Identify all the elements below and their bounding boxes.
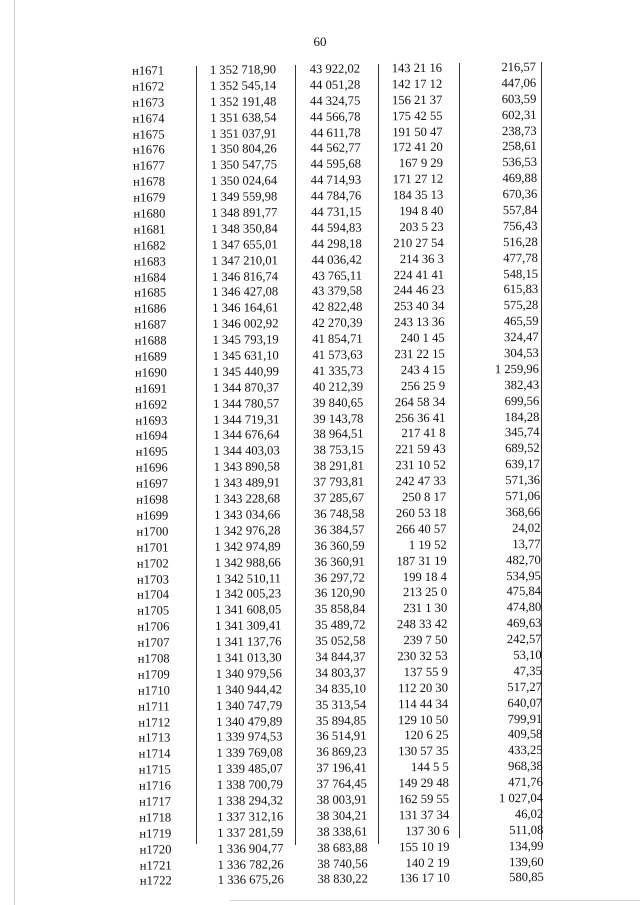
coord-x-cell: 1 352 545,14 bbox=[210, 78, 277, 93]
coord-y-cell: 34 835,10 bbox=[315, 681, 367, 696]
direction-angle-cell: 230 32 53 bbox=[397, 648, 448, 664]
distance-cell: 557,84 bbox=[502, 202, 538, 218]
direction-angle-cell: 175 42 55 bbox=[392, 108, 443, 123]
distance-cell: 184,28 bbox=[504, 409, 540, 424]
direction-angle-cell: 155 10 19 bbox=[399, 839, 450, 854]
distance-cell: 477,78 bbox=[503, 250, 538, 265]
point-id-cell: н1688 bbox=[134, 333, 167, 348]
point-id-cell: н1717 bbox=[139, 794, 172, 809]
distance-cell: 216,57 bbox=[501, 59, 537, 75]
distance-cell: 602,31 bbox=[501, 107, 537, 122]
direction-angle-cell: 213 25 0 bbox=[402, 585, 448, 600]
point-id-cell: н1722 bbox=[139, 873, 172, 889]
point-id-cell: н1691 bbox=[135, 381, 168, 396]
direction-angle-cell: 137 30 6 bbox=[405, 823, 450, 838]
distance-cell: 474,80 bbox=[506, 600, 542, 615]
distance-cell: 433,25 bbox=[507, 743, 543, 758]
direction-angle-cell: 142 17 12 bbox=[391, 76, 443, 92]
point-id-cell: н1714 bbox=[138, 746, 171, 761]
distance-cell: 575,28 bbox=[503, 298, 539, 313]
coord-x-cell: 1 341 309,41 bbox=[215, 618, 282, 634]
coord-y-cell: 44 566,78 bbox=[310, 109, 361, 124]
direction-angle-cell: 144 5 5 bbox=[410, 759, 449, 775]
point-id-cell: н1710 bbox=[137, 683, 171, 698]
distance-cell: 580,85 bbox=[509, 870, 544, 885]
direction-angle-cell: 260 53 18 bbox=[395, 505, 447, 521]
distance-cell: 24,02 bbox=[512, 520, 541, 535]
coord-y-cell: 38 683,88 bbox=[317, 840, 368, 855]
distance-cell: 47,35 bbox=[513, 663, 542, 678]
direction-angle-cell: 156 21 37 bbox=[391, 92, 443, 108]
coord-y-cell: 37 764,45 bbox=[316, 776, 367, 792]
distance-cell: 382,43 bbox=[504, 377, 540, 392]
coord-x-cell: 1 336 904,77 bbox=[217, 840, 284, 856]
direction-angle-cell: 253 40 34 bbox=[393, 299, 445, 314]
distance-cell: 238,73 bbox=[501, 123, 537, 138]
direction-angle-cell: 136 17 10 bbox=[399, 871, 450, 886]
direction-angle-cell: 120 6 25 bbox=[404, 728, 449, 743]
direction-angle-cell: 242 47 33 bbox=[395, 473, 447, 489]
direction-angle-cell: 214 36 3 bbox=[399, 251, 444, 266]
coord-x-cell: 1 347 210,01 bbox=[211, 253, 278, 268]
point-id-cell: н1698 bbox=[136, 492, 169, 507]
distance-cell: 469,88 bbox=[502, 171, 538, 186]
coord-y-cell: 35 894,85 bbox=[315, 713, 367, 728]
point-id-cell: н1690 bbox=[134, 365, 167, 380]
distance-cell: 46,02 bbox=[514, 806, 544, 821]
coord-y-cell: 35 489,72 bbox=[314, 617, 366, 633]
coord-x-cell: 1 349 559,98 bbox=[211, 189, 278, 205]
point-id-cell: н1671 bbox=[131, 63, 165, 78]
point-id-cell: н1686 bbox=[134, 301, 167, 317]
coord-y-cell: 44 324,75 bbox=[309, 93, 361, 108]
coord-y-cell: 34 803,37 bbox=[315, 665, 366, 680]
direction-angle-cell: 244 46 23 bbox=[393, 283, 445, 298]
coord-y-cell: 43 765,11 bbox=[312, 268, 363, 283]
distance-cell: 304,53 bbox=[504, 345, 539, 361]
coord-x-cell: 1 337 312,16 bbox=[217, 809, 284, 824]
coord-y-cell: 36 360,59 bbox=[314, 538, 365, 553]
coord-x-cell: 1 340 979,56 bbox=[215, 666, 282, 681]
scan-edge-bottom bbox=[230, 900, 640, 901]
coord-x-cell: 1 338 700,79 bbox=[216, 777, 283, 793]
page-number: 60 bbox=[313, 34, 327, 49]
coord-x-cell: 1 345 793,19 bbox=[212, 332, 279, 348]
distance-cell: 1 027,04 bbox=[498, 790, 544, 806]
coord-x-cell: 1 350 024,64 bbox=[210, 173, 278, 189]
direction-angle-cell: 171 27 12 bbox=[392, 171, 444, 187]
point-id-cell: н1713 bbox=[138, 730, 171, 746]
point-id-cell: н1673 bbox=[132, 95, 165, 110]
distance-cell: 968,38 bbox=[508, 759, 543, 774]
point-id-cell: н1672 bbox=[132, 79, 165, 94]
direction-angle-cell: 187 31 19 bbox=[396, 553, 447, 568]
point-id-cell: н1699 bbox=[136, 508, 169, 523]
direction-angle-cell: 231 10 52 bbox=[395, 458, 446, 473]
point-id-cell: н1680 bbox=[133, 206, 166, 221]
coord-x-cell: 1 346 164,61 bbox=[212, 300, 279, 316]
coord-x-cell: 1 340 479,89 bbox=[216, 713, 283, 729]
coord-y-cell: 34 844,37 bbox=[315, 649, 366, 664]
point-id-cell: н1719 bbox=[139, 826, 172, 841]
direction-angle-cell: 217 41 8 bbox=[401, 426, 446, 441]
coord-y-cell: 37 793,81 bbox=[313, 474, 365, 490]
coord-y-cell: 39 143,78 bbox=[312, 411, 364, 426]
direction-angle-cell: 240 1 45 bbox=[400, 330, 445, 346]
coord-x-cell: 1 346 002,92 bbox=[212, 316, 279, 332]
direction-angle-cell: 184 35 13 bbox=[392, 187, 444, 203]
coord-y-cell: 35 313,54 bbox=[315, 697, 367, 712]
distance-cell: 482,70 bbox=[506, 552, 541, 567]
direction-angle-cell: 140 2 19 bbox=[405, 855, 450, 870]
distance-cell: 799,91 bbox=[507, 711, 543, 726]
distance-cell: 465,59 bbox=[503, 314, 539, 329]
coord-x-cell: 1 342 005,23 bbox=[214, 586, 282, 602]
coord-y-cell: 43 922,02 bbox=[309, 61, 361, 77]
coord-x-cell: 1 343 228,68 bbox=[213, 491, 281, 507]
distance-cell: 13,77 bbox=[512, 536, 541, 551]
coord-x-cell: 1 350 547,75 bbox=[210, 157, 278, 173]
distance-cell: 368,66 bbox=[505, 504, 541, 520]
point-id-cell: н1681 bbox=[133, 222, 166, 237]
distance-cell: 409,58 bbox=[507, 727, 543, 742]
point-id-cell: н1692 bbox=[135, 397, 168, 412]
coord-x-cell: 1 342 974,89 bbox=[214, 539, 281, 554]
coord-x-cell: 1 337 281,59 bbox=[217, 825, 284, 840]
coord-y-cell: 36 297,72 bbox=[314, 570, 365, 585]
coord-x-cell: 1 343 890,58 bbox=[213, 459, 280, 475]
point-id-cell: н1697 bbox=[135, 476, 169, 491]
point-id-cell: н1689 bbox=[134, 349, 167, 364]
coord-x-cell: 1 351 037,91 bbox=[210, 125, 277, 141]
point-id-cell: н1716 bbox=[138, 778, 171, 793]
coord-x-cell: 1 342 510,11 bbox=[215, 570, 282, 586]
direction-angle-cell: 129 10 50 bbox=[397, 712, 449, 727]
point-id-cell: н1687 bbox=[134, 317, 167, 332]
distance-cell: 571,06 bbox=[505, 488, 541, 504]
coord-x-cell: 1 346 427,08 bbox=[212, 284, 279, 300]
coord-x-cell: 1 339 769,08 bbox=[216, 745, 283, 761]
coord-y-cell: 38 338,61 bbox=[316, 824, 368, 839]
coord-y-cell: 36 748,58 bbox=[313, 506, 365, 521]
coord-x-cell: 1 342 988,66 bbox=[214, 554, 281, 570]
direction-angle-cell: 239 7 50 bbox=[403, 632, 448, 648]
coord-x-cell: 1 343 489,91 bbox=[213, 475, 281, 491]
distance-cell: 1 259,96 bbox=[494, 361, 540, 377]
point-id-cell: н1704 bbox=[137, 587, 170, 603]
coord-y-cell: 38 753,15 bbox=[313, 442, 364, 458]
coord-x-cell: 1 344 676,64 bbox=[213, 427, 280, 443]
direction-angle-cell: 112 20 30 bbox=[398, 680, 449, 695]
coord-x-cell: 1 348 350,84 bbox=[211, 221, 278, 236]
distance-cell: 640,07 bbox=[507, 695, 543, 710]
coord-x-cell: 1 346 816,74 bbox=[211, 268, 279, 284]
coord-x-cell: 1 352 718,90 bbox=[209, 62, 277, 77]
distance-cell: 603,59 bbox=[501, 91, 537, 106]
distance-cell: 699,56 bbox=[504, 393, 540, 408]
distance-cell: 242,57 bbox=[506, 631, 542, 647]
coord-y-cell: 36 384,57 bbox=[314, 522, 365, 537]
distance-cell: 517,27 bbox=[507, 679, 543, 694]
coord-x-cell: 1 344 780,57 bbox=[213, 396, 280, 411]
coord-y-cell: 44 298,18 bbox=[311, 236, 362, 251]
coord-y-cell: 38 003,91 bbox=[316, 792, 368, 807]
point-id-cell: н1677 bbox=[132, 158, 165, 174]
direction-angle-cell: 231 22 15 bbox=[394, 346, 445, 362]
distance-cell: 471,76 bbox=[508, 774, 543, 790]
point-id-cell: н1694 bbox=[135, 428, 168, 444]
direction-angle-cell: 203 5 23 bbox=[399, 219, 444, 235]
coord-x-cell: 1 351 638,54 bbox=[210, 110, 277, 125]
direction-angle-cell: 231 1 30 bbox=[403, 601, 448, 616]
direction-angle-cell: 243 13 36 bbox=[394, 314, 445, 330]
distance-cell: 258,61 bbox=[502, 139, 537, 154]
point-id-cell: н1712 bbox=[138, 714, 171, 730]
point-id-cell: н1706 bbox=[137, 619, 170, 634]
distance-cell: 475,84 bbox=[506, 584, 542, 599]
distance-cell: 511,08 bbox=[509, 822, 544, 837]
coord-x-cell: 1 340 747,79 bbox=[215, 697, 283, 713]
coord-y-cell: 35 052,58 bbox=[315, 633, 366, 649]
distance-cell: 571,36 bbox=[505, 472, 541, 488]
distance-cell: 534,95 bbox=[506, 568, 541, 583]
coord-x-cell: 1 336 675,26 bbox=[217, 872, 284, 888]
coord-y-cell: 37 196,41 bbox=[316, 760, 367, 776]
distance-cell: 447,06 bbox=[501, 75, 537, 91]
direction-angle-cell: 256 36 41 bbox=[394, 410, 446, 425]
direction-angle-cell: 250 8 17 bbox=[402, 489, 447, 505]
direction-angle-cell: 191 50 47 bbox=[392, 124, 443, 139]
coord-y-cell: 35 858,84 bbox=[314, 601, 366, 617]
direction-angle-cell: 210 27 54 bbox=[393, 235, 444, 251]
point-id-cell: н1695 bbox=[135, 444, 168, 460]
point-id-cell: н1701 bbox=[136, 540, 169, 555]
coord-y-cell: 41 335,73 bbox=[312, 363, 364, 378]
direction-angle-cell: 264 58 34 bbox=[394, 394, 446, 409]
coord-y-cell: 42 270,39 bbox=[312, 315, 363, 331]
coord-x-cell: 1 344 403,03 bbox=[213, 443, 280, 459]
point-id-cell: н1715 bbox=[138, 762, 171, 777]
point-id-cell: н1708 bbox=[137, 651, 170, 666]
coord-y-cell: 44 594,83 bbox=[311, 220, 362, 235]
coord-x-cell: 1 339 974,53 bbox=[216, 729, 283, 745]
distance-cell: 469,63 bbox=[506, 616, 542, 631]
point-id-cell: н1676 bbox=[132, 142, 165, 158]
direction-angle-cell: 130 57 35 bbox=[398, 744, 449, 759]
direction-angle-cell: 143 21 16 bbox=[391, 60, 443, 76]
point-id-cell: н1679 bbox=[133, 190, 166, 205]
point-id-cell: н1700 bbox=[136, 524, 169, 539]
coord-x-cell: 1 336 782,26 bbox=[217, 856, 284, 872]
coord-y-cell: 37 285,67 bbox=[313, 490, 365, 506]
direction-angle-cell: 1 19 52 bbox=[408, 537, 447, 552]
distance-cell: 516,28 bbox=[503, 234, 538, 249]
coord-y-cell: 38 964,51 bbox=[313, 427, 364, 442]
coord-y-cell: 44 714,93 bbox=[310, 172, 362, 188]
point-id-cell: н1696 bbox=[135, 460, 168, 475]
coord-y-cell: 41 573,63 bbox=[312, 347, 363, 363]
point-id-cell: н1707 bbox=[137, 635, 170, 650]
distance-cell: 345,74 bbox=[504, 425, 540, 440]
direction-angle-cell: 131 37 34 bbox=[398, 807, 450, 823]
distance-cell: 670,36 bbox=[502, 186, 538, 202]
coord-x-cell: 1 339 485,07 bbox=[216, 761, 283, 777]
coord-y-cell: 36 869,23 bbox=[316, 744, 367, 760]
distance-cell: 615,83 bbox=[503, 282, 539, 297]
point-id-cell: н1721 bbox=[139, 857, 172, 873]
point-id-cell: н1693 bbox=[135, 413, 168, 428]
point-id-cell: н1678 bbox=[133, 174, 166, 189]
coord-x-cell: 1 344 870,37 bbox=[212, 380, 280, 395]
point-id-cell: н1674 bbox=[132, 111, 165, 126]
coord-y-cell: 38 740,56 bbox=[317, 856, 368, 871]
coord-x-cell: 1 345 440,99 bbox=[212, 364, 280, 379]
coord-x-cell: 1 352 191,48 bbox=[210, 94, 277, 109]
point-id-cell: н1718 bbox=[139, 810, 172, 825]
point-id-cell: н1682 bbox=[133, 238, 166, 253]
point-id-cell: н1684 bbox=[133, 269, 167, 285]
direction-angle-cell: 194 8 40 bbox=[399, 203, 444, 219]
coord-x-cell: 1 342 976,28 bbox=[214, 523, 281, 538]
coord-y-cell: 40 212,39 bbox=[312, 379, 364, 394]
coord-y-cell: 36 360,91 bbox=[314, 554, 365, 569]
point-id-cell: н1711 bbox=[138, 699, 170, 714]
coord-y-cell: 43 379,58 bbox=[311, 284, 363, 299]
coord-y-cell: 44 051,28 bbox=[309, 77, 361, 92]
distance-cell: 139,60 bbox=[508, 854, 544, 869]
distance-cell: 324,47 bbox=[503, 329, 539, 345]
point-id-cell: н1720 bbox=[139, 842, 172, 857]
coord-y-cell: 38 291,81 bbox=[313, 458, 364, 474]
coord-y-cell: 44 562,77 bbox=[310, 140, 361, 156]
direction-angle-cell: 248 33 42 bbox=[396, 616, 448, 632]
coord-x-cell: 1 338 294,32 bbox=[216, 793, 284, 808]
distance-cell: 134,99 bbox=[508, 838, 544, 853]
point-id-cell: н1675 bbox=[132, 126, 165, 142]
distance-cell: 53,10 bbox=[513, 647, 542, 663]
direction-angle-cell: 114 44 34 bbox=[398, 696, 449, 711]
point-id-cell: н1685 bbox=[134, 285, 167, 301]
coord-y-cell: 42 822,48 bbox=[311, 299, 363, 315]
coord-x-cell: 1 343 034,66 bbox=[214, 507, 281, 522]
coord-x-cell: 1 347 655,01 bbox=[211, 237, 278, 252]
direction-angle-cell: 243 4 15 bbox=[400, 362, 446, 378]
point-id-cell: н1709 bbox=[137, 667, 170, 682]
distance-cell: 689,52 bbox=[504, 441, 540, 456]
direction-angle-cell: 221 59 43 bbox=[395, 442, 446, 457]
coord-y-cell: 44 731,15 bbox=[310, 204, 362, 220]
direction-angle-cell: 199 18 4 bbox=[402, 569, 447, 584]
coord-y-cell: 44 036,42 bbox=[311, 252, 362, 267]
coord-y-cell: 44 611,78 bbox=[310, 125, 361, 140]
coord-y-cell: 38 304,21 bbox=[316, 808, 368, 823]
coord-x-cell: 1 341 137,76 bbox=[215, 634, 282, 650]
coord-x-cell: 1 341 608,05 bbox=[215, 602, 282, 618]
direction-angle-cell: 162 59 55 bbox=[398, 791, 450, 807]
coord-y-cell: 44 784,76 bbox=[310, 188, 362, 204]
coord-y-cell: 39 840,65 bbox=[312, 395, 364, 410]
point-id-cell: н1703 bbox=[136, 571, 169, 587]
coord-y-cell: 38 830,22 bbox=[317, 871, 368, 887]
coord-y-cell: 36 514,91 bbox=[316, 728, 367, 744]
coord-x-cell: 1 350 804,26 bbox=[210, 141, 277, 157]
coord-y-cell: 36 120,90 bbox=[314, 585, 366, 601]
direction-angle-cell: 256 25 9 bbox=[400, 378, 446, 393]
distance-cell: 756,43 bbox=[502, 218, 538, 234]
direction-angle-cell: 266 40 57 bbox=[396, 521, 447, 537]
direction-angle-cell: 167 9 29 bbox=[398, 156, 444, 171]
coord-x-cell: 1 344 719,31 bbox=[213, 411, 280, 427]
direction-angle-cell: 149 29 48 bbox=[398, 775, 449, 791]
coord-y-cell: 41 854,71 bbox=[312, 331, 363, 347]
coord-x-cell: 1 345 631,10 bbox=[212, 348, 279, 364]
coord-x-cell: 1 348 891,77 bbox=[211, 205, 278, 220]
direction-angle-cell: 224 41 41 bbox=[393, 267, 445, 282]
coord-x-cell: 1 341 013,30 bbox=[215, 650, 282, 665]
direction-angle-cell: 137 55 9 bbox=[403, 664, 448, 679]
distance-cell: 536,53 bbox=[502, 155, 538, 170]
point-id-cell: н1705 bbox=[137, 603, 170, 618]
distance-cell: 548,15 bbox=[503, 266, 539, 281]
coordinates-table bbox=[0, 59, 640, 891]
distance-cell: 639,17 bbox=[505, 457, 540, 472]
point-id-cell: н1683 bbox=[133, 254, 166, 269]
direction-angle-cell: 172 41 20 bbox=[392, 140, 443, 155]
point-id-cell: н1702 bbox=[136, 556, 169, 571]
coord-x-cell: 1 340 944,42 bbox=[215, 682, 283, 697]
coord-y-cell: 44 595,68 bbox=[310, 156, 362, 172]
